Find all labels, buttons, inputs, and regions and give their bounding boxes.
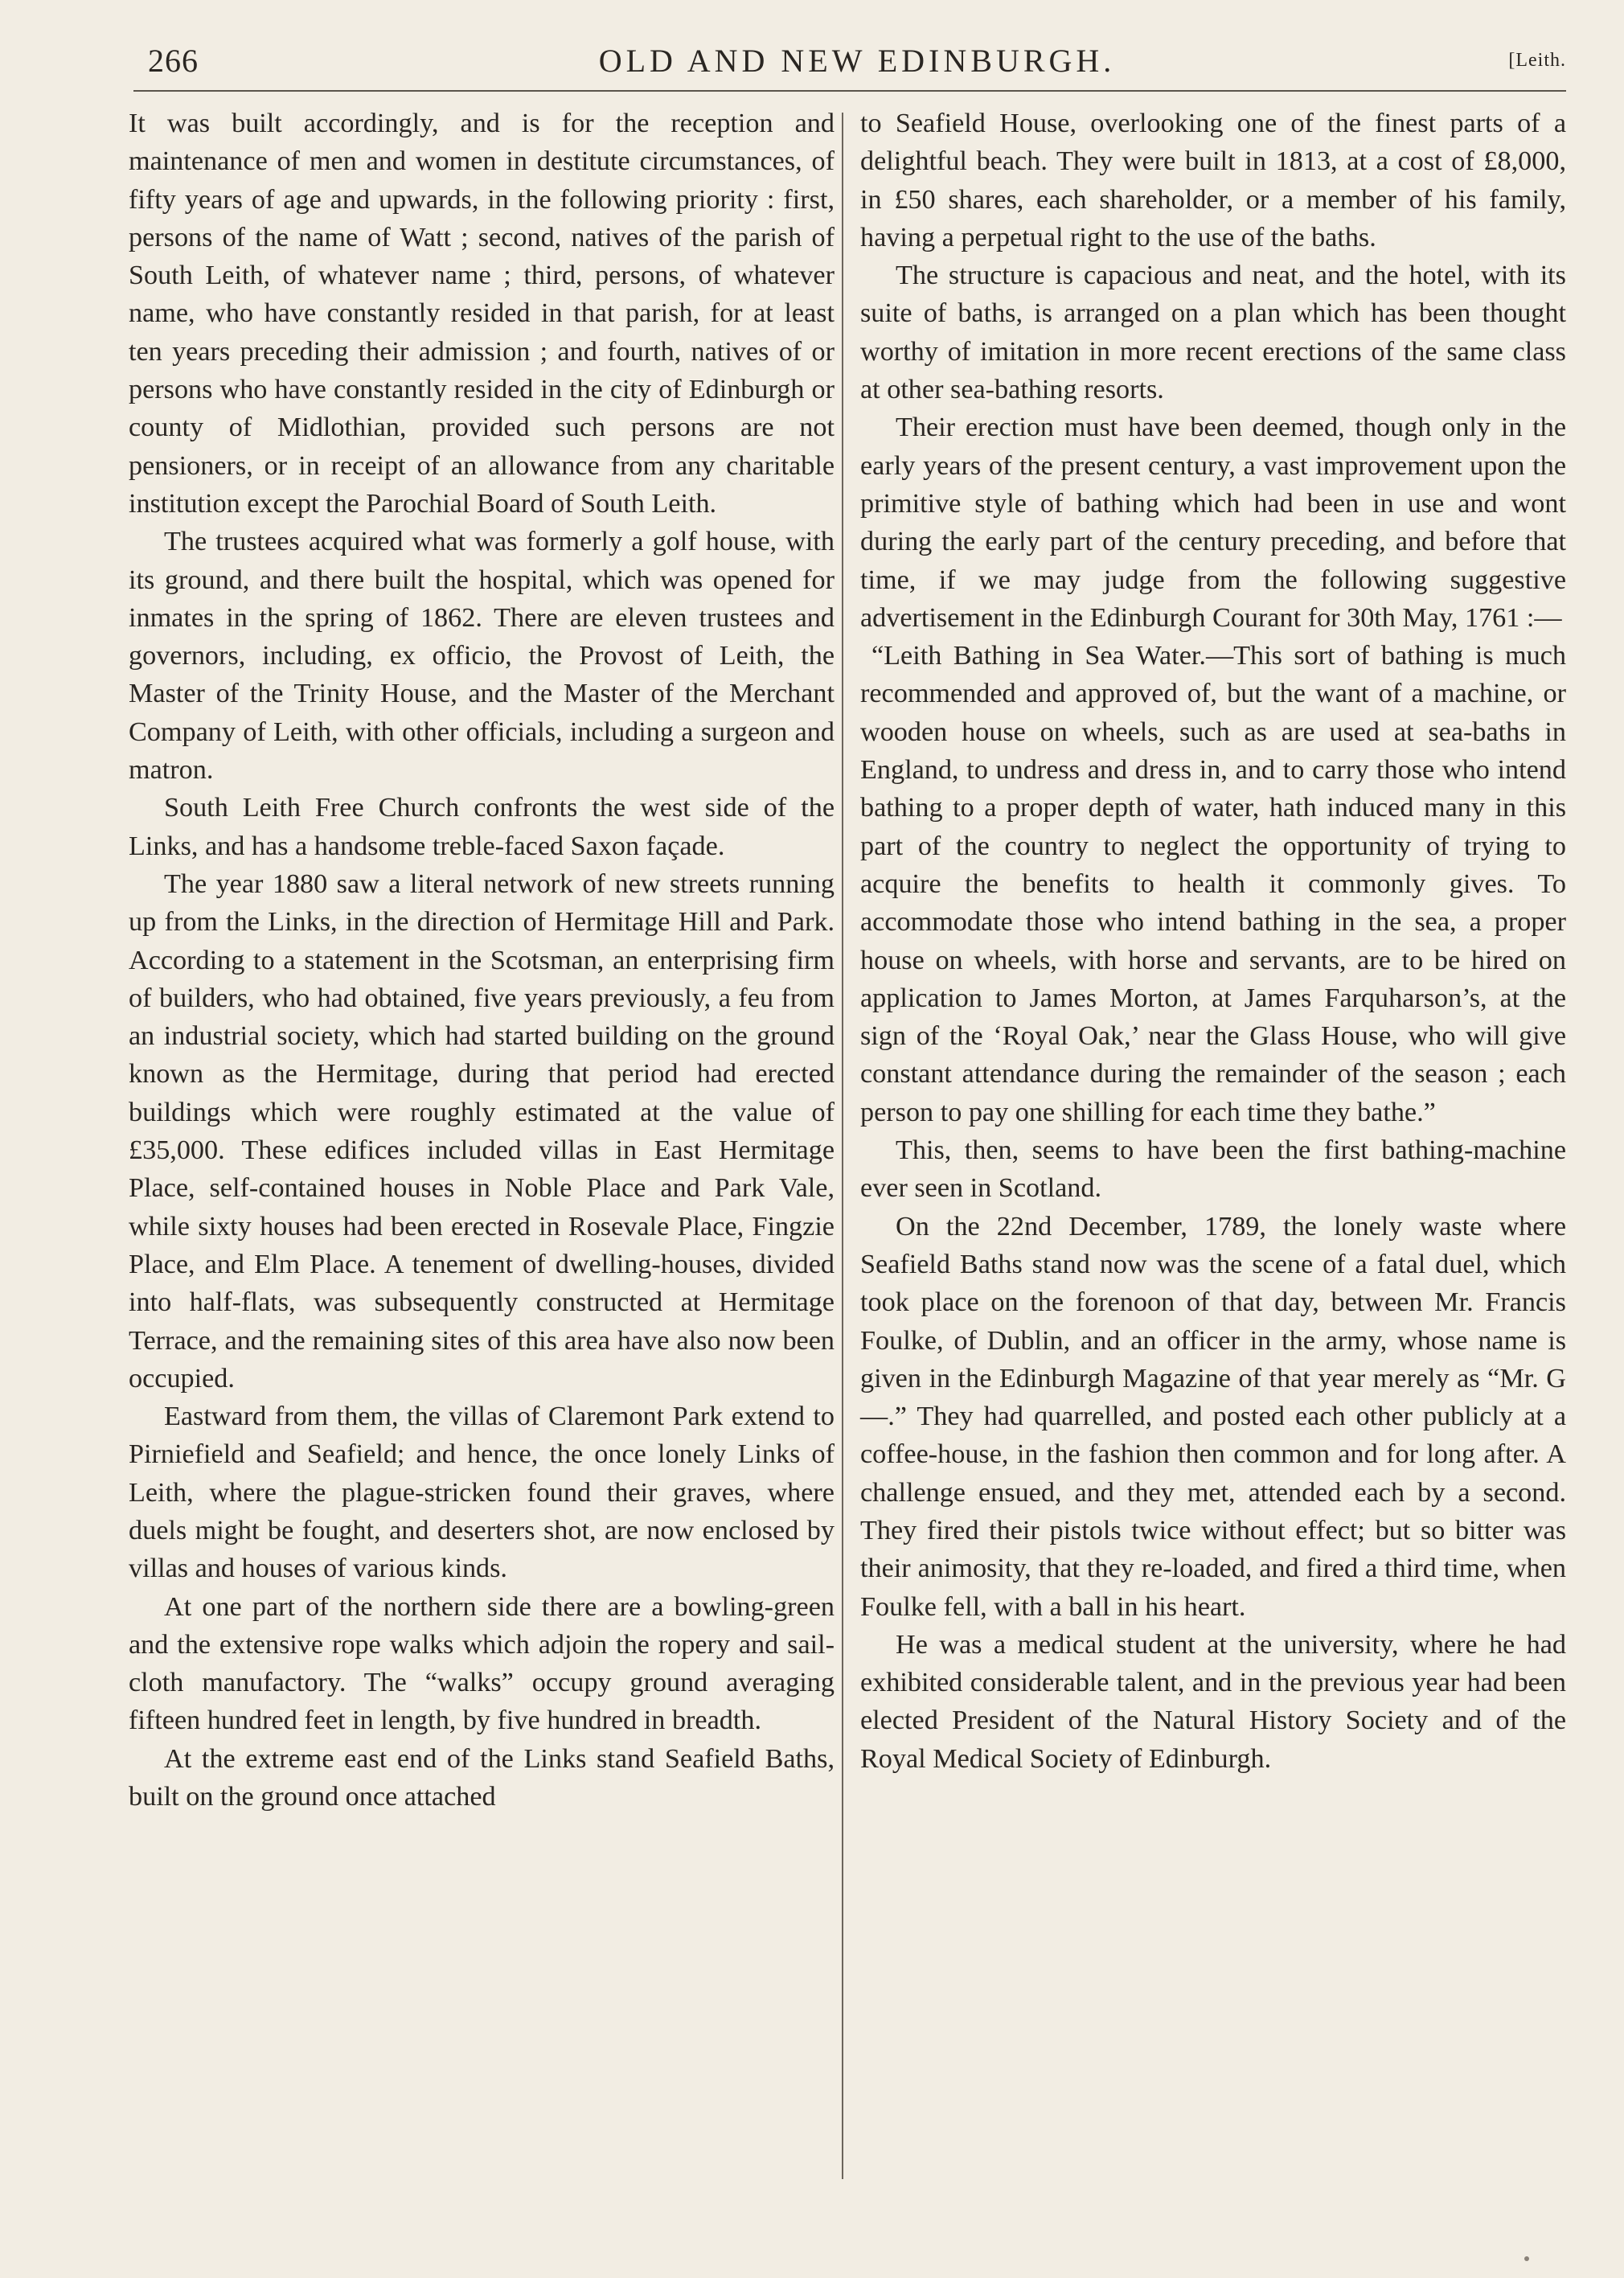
left-column-paragraph: South Leith Free Church confronts the west side of the Links, and has a handsome treble-faced Saxon façade. [129, 793, 835, 861]
page-number: 266 [148, 43, 199, 79]
running-header [148, 42, 1566, 85]
left-column-paragraph: The year 1880 saw a literal network of new streets running up from the Links, in the direction of Hermitage Hill and Park. According to a statement in the Scotsman, an enterprising firm of builders, who had obtained, five years previously, a feu from an industrial society, which had started building on the ground known as the Hermitage, during that period had erected buildings which were roughly estimated at the value of £35,000. These edifices included villas in East Hermitage Place, self-contained houses in Noble Place and Park Vale, while sixty houses had been erected in Rosevale Place, Fingzie Place, and Elm Place. A tenement of dwelling-houses, divided into half-flats, was subsequently constructed at Hermitage Terrace, and the remaining sites of this area have also now been occupied. [129, 868, 835, 1393]
book-title: OLD AND NEW EDINBURGH. [598, 43, 1116, 79]
right-column-paragraph: Their erection must have been deemed, though only in the early years of the present century, a vast improvement upon the primitive style of bathing which had been in use and wont during the early part of the century preceding, and before that time, if we may judge from the following suggestive advertisement in the Edinburgh Courant for 30th May, 1761 :— [860, 413, 1566, 633]
left-column-paragraph: The trustees acquired what was formerly a golf house, with its ground, and there built the hospital, which was opened for inmates in the spring of 1862. There are eleven trustees and governors, including, ex officio, the Provost of Leith, the Master of the Trinity House, and the Master of the Merchant Company of Leith, with other officials, including a surgeon and matron. [129, 527, 835, 786]
page-speck [1524, 2256, 1529, 2261]
left-column-paragraph: It was built accordingly, and is for the reception and maintenance of men and women in destitute circumstances, of fifty years of age and upwards, in the following priority : first, persons of the name of Watt ; second, natives of the parish of South Leith, of whatever name ; third, persons, of whatever name, who have constantly resided in that parish, for at least ten years preceding their admission ; and fourth, natives of or persons who have constantly resided in the city of Edinburgh or county of Midlothian, provided such persons are not pensioners, or in receipt of an allowance from any charitable institution except the Parochial Board of South Leith. [129, 109, 835, 519]
left-column-paragraph: At the extreme east end of the Links stand Seafield Baths, built on the ground once attached [129, 1743, 835, 1812]
left-column-paragraph: At one part of the northern side there are a bowling-green and the extensive rope walks which adjoin the ropery and sail-cloth manufactory. The “walks” occupy ground averaging fifteen hundred feet in length, by five hundred in breadth. [129, 1591, 835, 1736]
header-rule [133, 90, 1566, 92]
left-column [129, 105, 835, 1816]
left-column-paragraph: Eastward from them, the villas of Claremont Park extend to Pirniefield and Seafield; and hence, the once lonely Links of Leith, where the plague-stricken found their graves, where duels might be fought, and deserters shot, are now enclosed by villas and houses of various kinds. [129, 1402, 835, 1584]
right-column-paragraph: The structure is capacious and neat, and the hotel, with its suite of baths, is arranged on a plan which has been thought worthy of imitation in more recent erections of the same class at other sea-bathing resorts. [860, 261, 1566, 405]
right-column-paragraph: This, then, seems to have been the first bathing-machine ever seen in Scotland. [860, 1135, 1566, 1204]
section-label: [Leith. [1508, 50, 1566, 71]
column-divider [842, 113, 843, 2179]
right-column-paragraph: On the 22nd December, 1789, the lonely waste where Seafield Baths stand now was the scene of a fatal duel, which took place on the forenoon of that day, between Mr. Francis Foulke, of Dublin, and an officer in the army, whose name is given in the Edinburgh Magazine of that year merely as “Mr. G—.” They had quarrelled, and posted each other publicly at a coffee-house, in the fashion then common and for long after. A challenge ensued, and they met, attended each by a second. They fired their pistols twice without effect; but so bitter was their animosity, that they re-loaded, and fired a third time, when Foulke fell, with a ball in his heart. [860, 1211, 1566, 1622]
right-column-paragraph: He was a medical student at the university, where he had exhibited considerable talent, and in the previous year had been elected President of the Natural History Society and of the Royal Medical Society of Edinburgh. [860, 1629, 1566, 1774]
right-column-paragraph: to Seafield House, overlooking one of the finest parts of a delightful beach. They were built in 1813, at a cost of £8,000, in £50 shares, each shareholder, or a member of his family, having a perpetual right to the use of the baths. [860, 109, 1566, 252]
right-column-paragraph: “Leith Bathing in Sea Water.—This sort of bathing is much recommended and approved of, but the want of a machine, or wooden house on wheels, such as are used at sea-baths in England, to undress and dress in, and to carry those who intend bathing to a proper depth of water, hath induced many in this part of the country to neglect the opportunity of trying to acquire the benefits to health it commonly gives. To accommodate those who intend bathing in the sea, a proper house on wheels, with horse and servants, are to be hired on application to James Morton, at James Farquharson’s, at the sign of the ‘Royal Oak,’ near the Glass House, who will give constant attendance during the remainder of the season ; each person to pay one shilling for each time they bathe.” [860, 641, 1566, 1127]
right-column [860, 105, 1566, 1778]
